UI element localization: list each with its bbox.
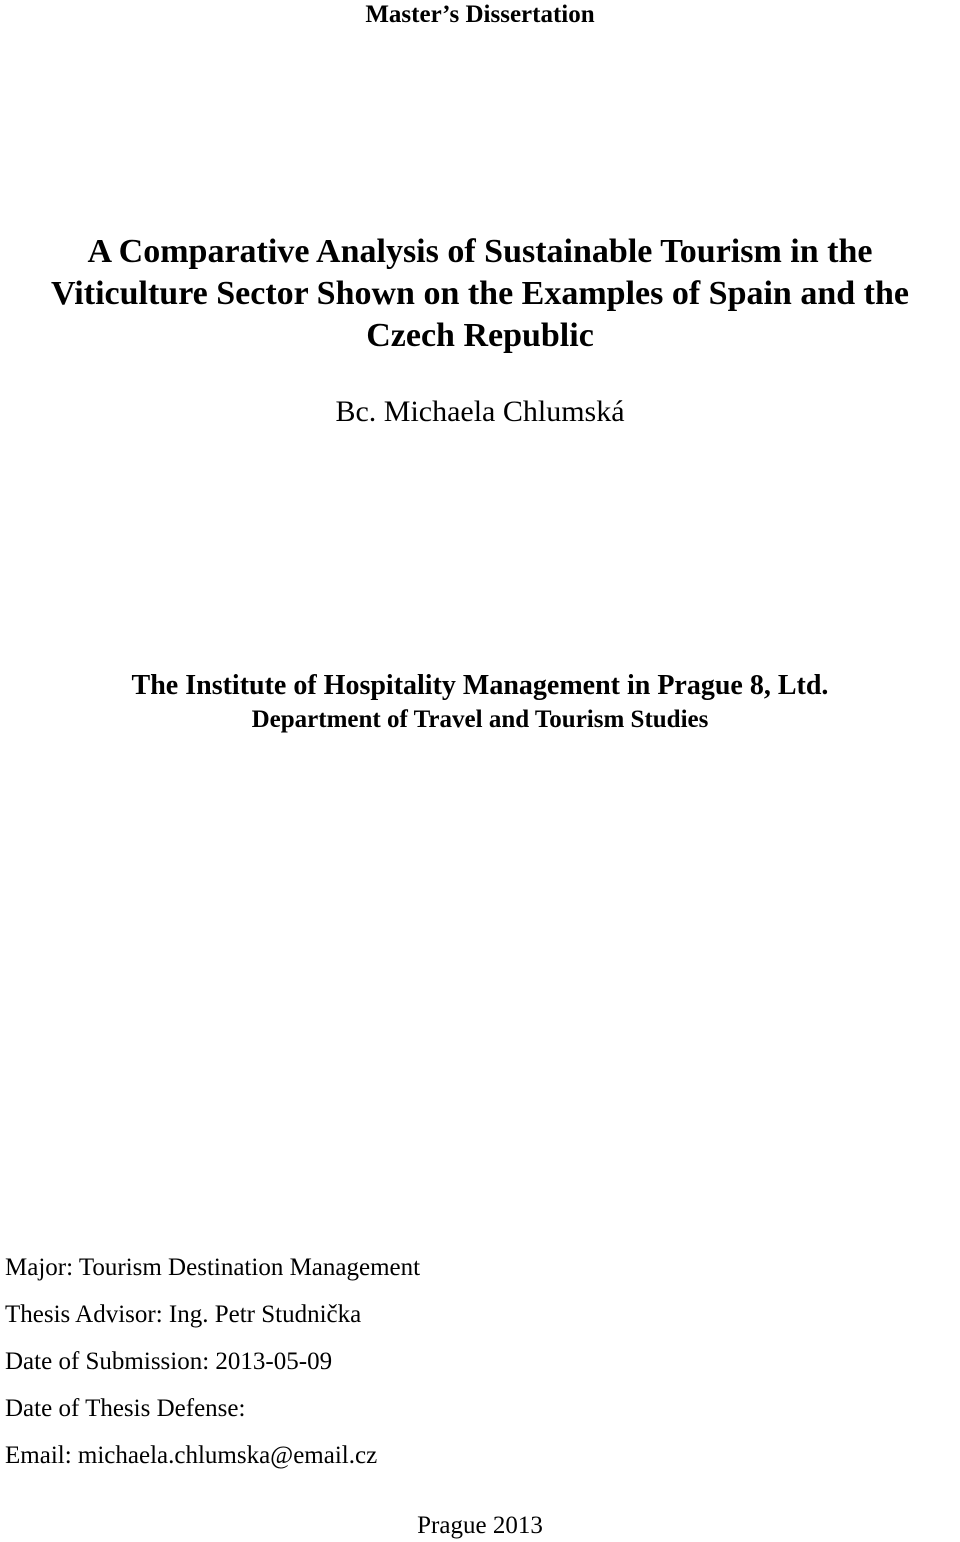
email-line: Email: michaela.chlumska@email.cz	[5, 1442, 378, 1469]
defense-date-line: Date of Thesis Defense:	[5, 1395, 246, 1422]
major-line: Major: Tourism Destination Management	[5, 1254, 421, 1281]
department-name: Department of Travel and Tourism Studies	[251, 706, 709, 733]
thesis-title-line-1: A Comparative Analysis of Sustainable Tourism in the	[87, 233, 873, 270]
author-name: Bc. Michaela Chlumská	[335, 395, 625, 428]
thesis-details	[5, 1244, 420, 1479]
thesis-title-line-2: Viticulture Sector Shown on the Examples of Spain and the	[51, 275, 909, 312]
submission-date-line: Date of Submission: 2013-05-09	[5, 1348, 333, 1375]
document-type-label: Master’s Dissertation	[365, 1, 595, 28]
institution-name: The Institute of Hospitality Management in Prague 8, Ltd.	[131, 670, 829, 701]
thesis-title	[0, 231, 960, 357]
thesis-title-line-3: Czech Republic	[366, 317, 594, 354]
place-year: Prague 2013	[417, 1512, 543, 1539]
advisor-line: Thesis Advisor: Ing. Petr Studnička	[5, 1301, 362, 1328]
